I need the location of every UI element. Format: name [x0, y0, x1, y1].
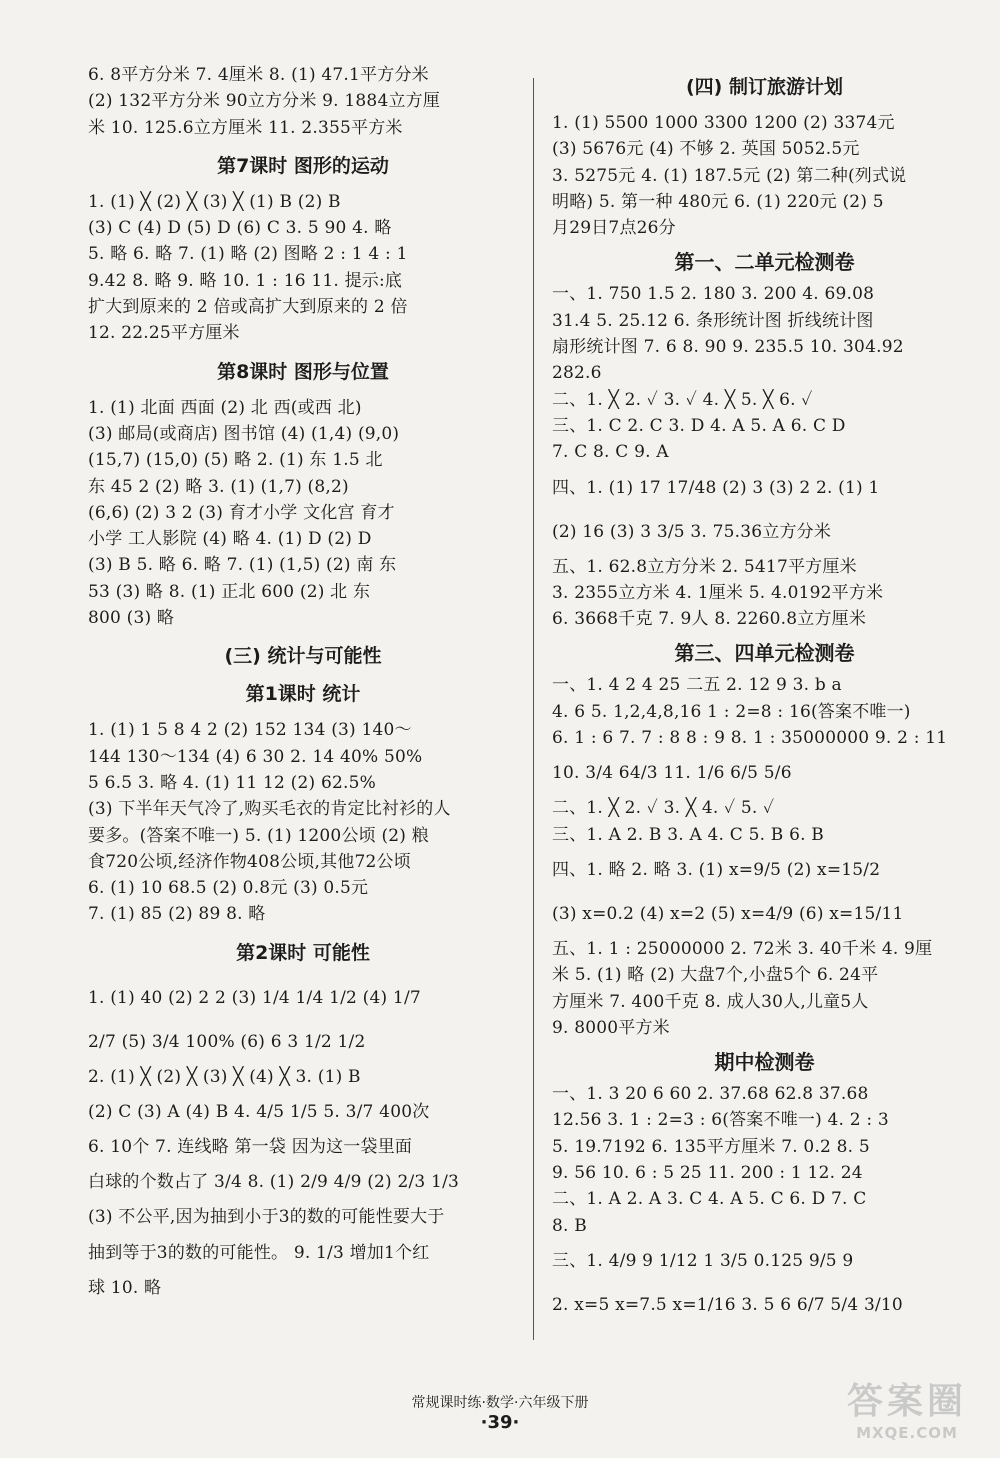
answer-line: 四、1. (1) 17 17/48 (2) 3 (3) 2 2. (1) 1: [552, 477, 880, 498]
answer-line: (3) 邮局(或商店) 图书馆 (4) (1,4) (9,0): [88, 423, 400, 444]
answer-line: 282.6: [552, 363, 602, 384]
answer-line: 东 45 2 (2) 略 3. (1) (1,7) (8,2): [88, 476, 349, 497]
answer-line: 三、1. 4/9 9 1/12 1 3/5 0.125 9/5 9: [552, 1250, 854, 1271]
section-heading: 第8课时 图形与位置: [217, 360, 389, 383]
page-number: ·39·: [480, 1412, 520, 1433]
section-heading: 期中检测卷: [714, 1050, 815, 1075]
answer-line: 方厘米 7. 400千克 8. 成人30人,儿童5人: [552, 991, 869, 1012]
answer-line: 6. (1) 10 68.5 (2) 0.8元 (3) 0.5元: [88, 878, 369, 899]
answer-line: (6,6) (2) 3 2 (3) 育才小学 文化宫 育才: [88, 502, 395, 523]
answer-line: (3) 不公平,因为抽到小于3的数的可能性要大于: [88, 1207, 445, 1228]
answer-line: 1. (1) ╳ (2) ╳ (3) ╳ (1) B (2) B: [88, 191, 341, 212]
answer-line: 1. (1) 1 5 8 4 2 (2) 152 134 (3) 140～: [88, 720, 412, 741]
answer-line: 3. 5275元 4. (1) 187.5元 (2) 第二种(列式说: [552, 165, 907, 186]
answer-line: 2. (1) ╳ (2) ╳ (3) ╳ (4) ╳ 3. (1) B: [88, 1066, 361, 1087]
section-heading: 第2课时 可能性: [236, 941, 370, 964]
answer-line: 月29日7点26分: [552, 218, 676, 239]
answer-line: (2) 132平方分米 90立方分米 9. 1884立方厘: [88, 91, 441, 112]
answer-line: 800 (3) 略: [88, 608, 175, 629]
answer-line: 144 130～134 (4) 6 30 2. 14 40% 50%: [88, 746, 423, 767]
answer-line: 三、1. C 2. C 3. D 4. A 5. A 6. C D: [552, 415, 846, 436]
left-column: [88, 62, 518, 1301]
answer-line: 二、1. A 2. A 3. C 4. A 5. C 6. D 7. C: [552, 1189, 867, 1210]
answer-line: 球 10. 略: [88, 1277, 162, 1298]
answer-line: (3) B 5. 略 6. 略 7. (1) (1,5) (2) 南 东: [88, 555, 397, 576]
answer-line: (3) x=0.2 (4) x=2 (5) x=4/9 (6) x=15/11: [552, 903, 904, 924]
answer-line: 要多。(答案不唯一) 5. (1) 1200公顷 (2) 粮: [88, 825, 429, 846]
answer-line: 53 (3) 略 8. (1) 正北 600 (2) 北 东: [88, 581, 371, 602]
answer-line: 四、1. 略 2. 略 3. (1) x=9/5 (2) x=15/2: [552, 859, 881, 880]
answer-line: 二、1. ╳ 2. ✓ 3. ╳ 4. ✓ 5. ✓: [552, 798, 775, 819]
answer-line: 3. 2355立方米 4. 1厘米 5. 4.0192平方米: [552, 582, 884, 603]
answer-line: 米 5. (1) 略 (2) 大盘7个,小盘5个 6. 24平: [552, 965, 879, 986]
answer-line: 31.4 5. 25.12 6. 条形统计图 折线统计图: [552, 310, 874, 331]
watermark-text: 答案圈: [846, 1381, 967, 1422]
answer-line: (2) C (3) A (4) B 4. 4/5 1/5 5. 3/7 400次: [88, 1102, 430, 1123]
answer-line: 一、1. 750 1.5 2. 180 3. 200 4. 69.08: [552, 284, 875, 305]
answer-line: 1. (1) 40 (2) 2 2 (3) 1/4 1/4 1/2 (4) 1/7: [88, 987, 421, 1008]
footer-title: 常规课时练·数学·六年级下册: [411, 1395, 589, 1411]
answer-line: 7. (1) 85 (2) 89 8. 略: [88, 904, 266, 925]
section-heading: (三) 统计与可能性: [224, 645, 382, 668]
answer-line: 6. 3668千克 7. 9人 8. 2260.8立方厘米: [552, 609, 867, 630]
answer-line: 12. 22.25平方厘米: [88, 323, 240, 344]
answer-line: 4. 6 5. 1,2,4,8,16 1 : 2=8 : 16(答案不唯一): [552, 701, 911, 722]
answer-line: 9. 8000平方米: [552, 1017, 670, 1038]
answer-line: (3) 下半年天气冷了,购买毛衣的肯定比衬衫的人: [88, 799, 451, 820]
answer-line: 二、1. ╳ 2. ✓ 3. ✓ 4. ╳ 5. ╳ 6. ✓: [552, 389, 813, 410]
answer-line: 明略) 5. 第一种 480元 6. (1) 220元 (2) 5: [552, 191, 884, 212]
column-divider: [533, 78, 534, 1340]
answer-line: 1. (1) 5500 1000 3300 1200 (2) 3374元: [552, 113, 895, 133]
answer-line: 5. 19.7192 6. 135平方厘米 7. 0.2 8. 5: [552, 1136, 870, 1157]
section-heading: 第1课时 统计: [245, 683, 361, 706]
section-heading: 第一、二单元检测卷: [674, 250, 855, 275]
answer-line: 2. x=5 x=7.5 x=1/16 3. 5 6 6/7 5/4 3/10: [552, 1294, 903, 1315]
answer-line: 9.42 8. 略 9. 略 10. 1 : 16 11. 提示:底: [88, 270, 403, 291]
answer-line: 2/7 (5) 3/4 100% (6) 6 3 1/2 1/2: [88, 1031, 366, 1052]
answer-line: 8. B: [552, 1215, 587, 1236]
watermark: [832, 1380, 982, 1450]
section-heading: 第7课时 图形的运动: [217, 154, 389, 177]
answer-line: 扩大到原来的 2 倍或高扩大到原来的 2 倍: [88, 297, 408, 318]
section-heading: 第三、四单元检测卷: [674, 641, 855, 666]
answer-line: 三、1. A 2. B 3. A 4. C 5. B 6. B: [552, 824, 824, 845]
answer-line: 7. C 8. C 9. A: [552, 442, 669, 463]
answer-line: (15,7) (15,0) (5) 略 2. (1) 东 1.5 北: [88, 450, 383, 471]
answer-line: 6. 10个 7. 连线略 第一袋 因为这一袋里面: [88, 1137, 413, 1158]
answer-line: 5 6.5 3. 略 4. (1) 11 12 (2) 62.5%: [88, 772, 376, 793]
answer-line: 食720公顷,经济作物408公顷,其他72公顷: [88, 851, 411, 872]
answer-line: 白球的个数占了 3/4 8. (1) 2/9 4/9 (2) 2/3 1/3: [88, 1172, 460, 1193]
answer-line: 米 10. 125.6立方厘米 11. 2.355平方米: [88, 117, 403, 138]
right-column: [552, 62, 977, 1327]
section-heading: (四) 制订旅游计划: [686, 76, 843, 98]
answer-line: 6. 8平方分米 7. 4厘米 8. (1) 47.1平方分米: [88, 65, 429, 85]
answer-line: 5. 略 6. 略 7. (1) 略 (2) 图略 2 : 1 4 : 1: [88, 244, 408, 265]
answer-line: 10. 3/4 64/3 11. 1/6 6/5 5/6: [552, 763, 792, 784]
answer-line: (3) C (4) D (5) D (6) C 3. 5 90 4. 略: [88, 218, 392, 239]
answer-line: 五、1. 1 : 25000000 2. 72米 3. 40千米 4. 9厘: [552, 938, 933, 959]
answer-line: 12.56 3. 1 : 2=3 : 6(答案不唯一) 4. 2 : 3: [552, 1110, 889, 1131]
watermark-url: MXQE.COM: [856, 1424, 958, 1442]
answer-line: 一、1. 3 20 6 60 2. 37.68 62.8 37.68: [552, 1084, 869, 1105]
answer-line: 9. 56 10. 6 : 5 25 11. 200 : 1 12. 24: [552, 1163, 863, 1184]
answer-line: 小学 工人影院 (4) 略 4. (1) D (2) D: [88, 529, 372, 550]
answer-line: 一、1. 4 2 4 25 二五 2. 12 9 3. b a: [552, 675, 842, 696]
answer-line: (3) 5676元 (4) 不够 2. 英国 5052.5元: [552, 139, 860, 160]
answer-line: 五、1. 62.8立方分米 2. 5417平方厘米: [552, 556, 857, 577]
answer-line: (2) 16 (3) 3 3/5 3. 75.36立方分米: [552, 521, 832, 542]
answer-line: 1. (1) 北面 西面 (2) 北 西(或西 北): [88, 397, 362, 418]
answer-line: 扇形统计图 7. 6 8. 90 9. 235.5 10. 304.92: [552, 337, 904, 358]
answer-line: 抽到等于3的数的可能性。 9. 1/3 增加1个红: [88, 1242, 430, 1263]
answer-line: 6. 1 : 6 7. 7 : 8 8 : 9 8. 1 : 35000000 9. 2 : 11: [552, 728, 948, 749]
